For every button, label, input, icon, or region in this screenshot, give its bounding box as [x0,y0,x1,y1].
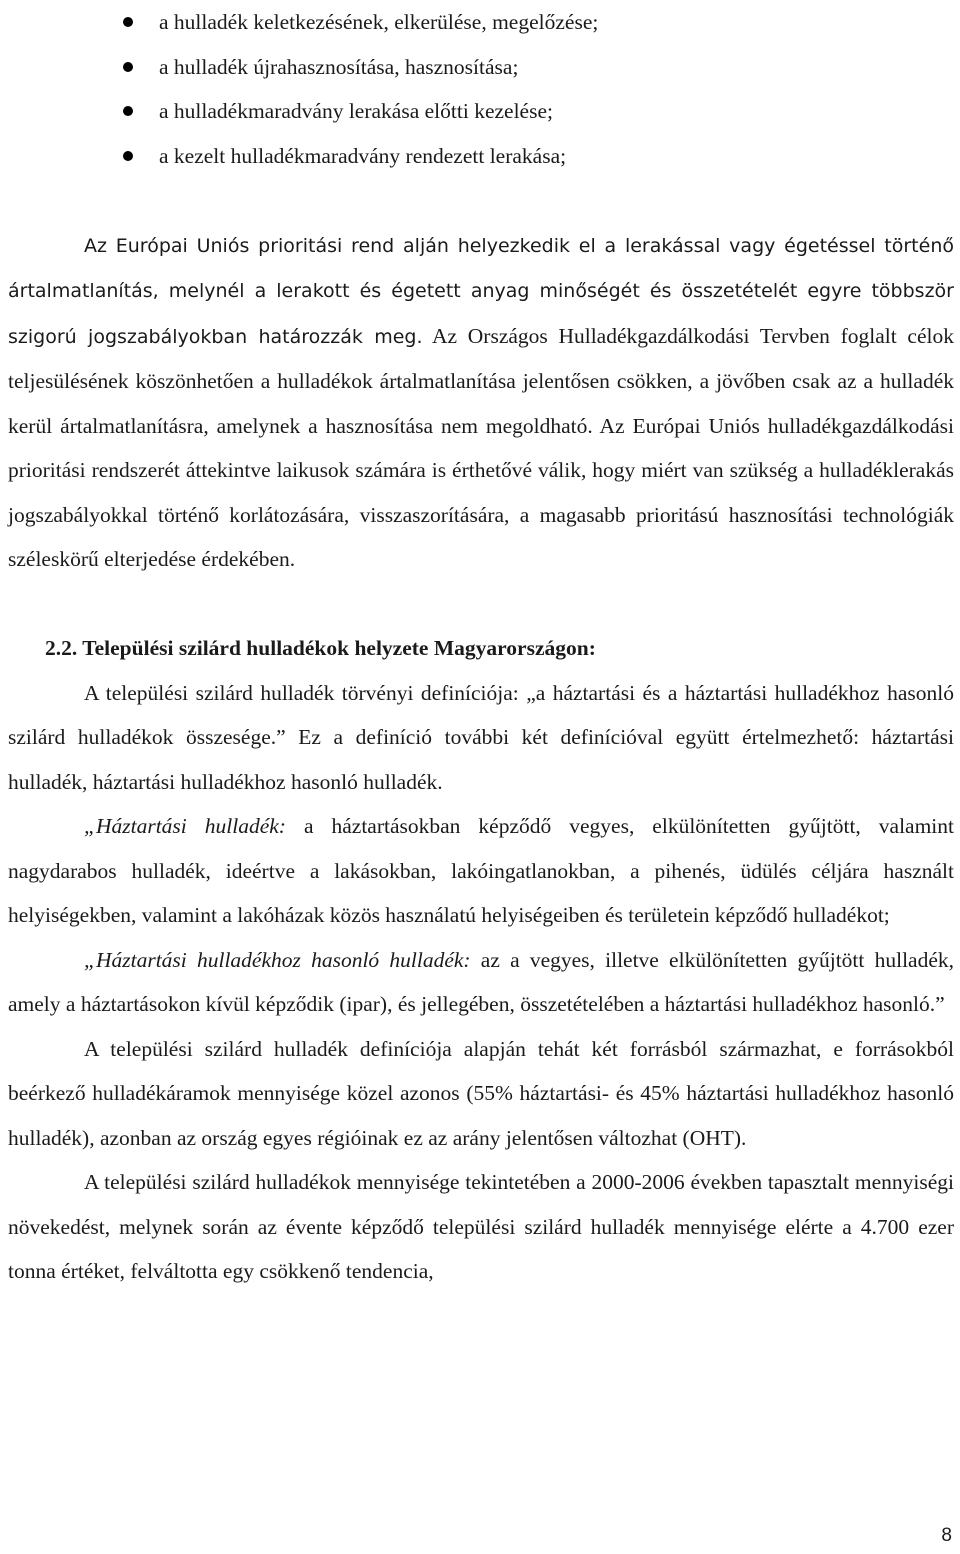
paragraph-text: Az Európai Uniós prioritási rend alján helyezkedik el a lerakással vagy égetéssel történő ártalmatlanítás, melynél a lerakott és égetett anyag minőségét és összetételét egyre többször szigorú jogszabályokban határozzák meg. [8,234,954,348]
priority-list [8,0,954,178]
term: „Háztartási hulladék: [84,814,286,838]
paragraph-text: az a vegyes, illetve elkülönítetten gyűjtött hulladék, amely a háztartásokon kívül képződik (ipar), és jellegében, összetételében a háztartási hulladékhoz hasonló.” [8,947,954,1016]
list-item [8,45,954,90]
term: „Háztartási hulladékhoz hasonló hulladék: [84,947,471,972]
list-item-text: a hulladékmaradvány lerakása előtti kezelése; [159,99,553,123]
list-item-text: a kezelt hulladékmaradvány rendezett lerakása; [159,143,567,168]
list-item-text: a hulladék keletkezésének, elkerülése, megelőzése; [159,10,599,34]
document-body [8,0,954,1294]
bullet-icon [123,106,133,116]
bullet-icon [123,62,133,72]
paragraph-text: a háztartásokban képződő vegyes, elkülönítetten gyűjtött, valamint nagydarabos hulladék, ideértve a lakásokban, lakóingatlanokban, a pihenés, üdülés céljára használt helyiségekben, valamint a lakóházak közös használatú helyiségeiben és területein képződő hulladékot; [8,814,955,927]
list-item [8,89,954,134]
bullet-icon [123,17,133,27]
paragraph-quantity: A települési szilárd hulladékok mennyisége tekintetében a 2000-2006 években tapasztalt mennyiségi növekedést, melynek során az évente képződő települési szilárd hulladék mennyisége elérte a 4.700 ezer tonna értéket, felváltotta egy csökkenő tendencia, [8,1170,954,1283]
page-number: 8 [941,1525,952,1546]
section-heading [8,626,954,671]
paragraph-eu-priority [8,223,954,582]
section-number: 2.2. [45,636,78,660]
list-item [8,0,954,45]
paragraph-household-waste [8,804,954,938]
list-item [8,134,954,179]
paragraph-sources: A települési szilárd hulladék definíciója alapján tehát két forrásból származhat, e forrásokból beérkező hulladékáramok mennyisége közel azonos (55% háztartási- és 45% háztartási hulladékhoz hasonló hulladék), azonban az ország egyes régióinak ez az arány jelentősen változhat (OHT). [8,1036,954,1150]
paragraph-text: Az Országos Hulladékgazdálkodási Tervben foglalt célok teljesülésének köszönhetően a hulladékok ártalmatlanítása jelentősen csökken, a jövőben csak az a hulladék kerül ártalmatlanításra, amelynek a hasznosítása nem megoldható. [8,323,954,438]
list-item-text: a hulladék újrahasznosítása, hasznosítása; [159,54,519,79]
paragraph-text: Az Európai Uniós hulladékgazdálkodási prioritási rendszerét áttekintve laikusok számára is érthetővé válik, hogy miért van szükség a hulladéklerakás jogszabályokkal történő korlátozására, visszaszorítására, a magasabb prioritású hasznosítási technológiák széleskörű elterjedése érdekében. [8,413,954,571]
paragraph-similar-waste [8,938,954,1027]
section-title: Települési szilárd hulladékok helyzete Magyarországon: [82,636,596,660]
paragraph-definition: A települési szilárd hulladék törvényi definíciója: „a háztartási és a háztartási hulladékhoz hasonló szilárd hulladékok összesége.” Ez a definíció további két definícióval együtt értelmezhető: háztartási hulladék, háztartási hulladékhoz hasonló hulladék. [8,680,954,794]
bullet-icon [123,151,133,161]
